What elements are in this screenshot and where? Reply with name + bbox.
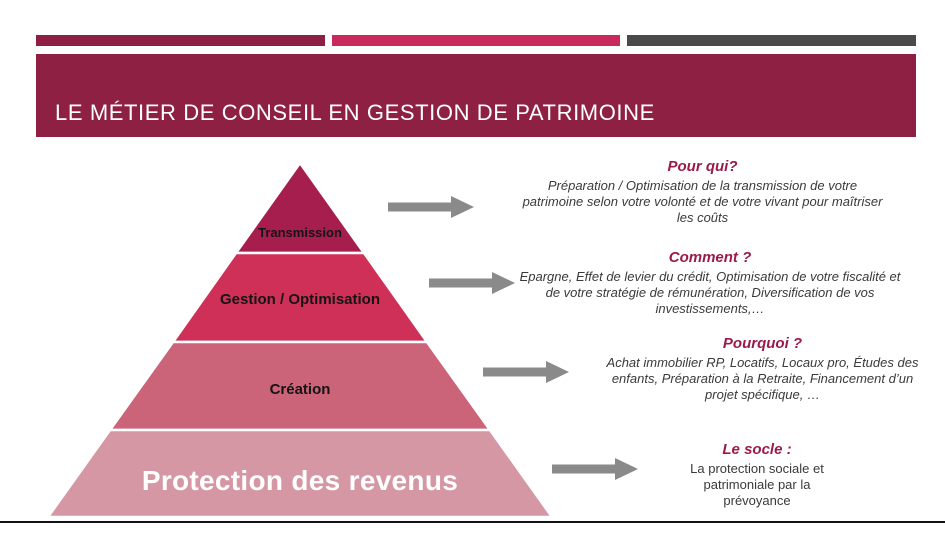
pyramid-label-creation: Création [269, 381, 331, 398]
annotation-line: investissements,… [655, 301, 765, 316]
annotation-body [607, 461, 907, 509]
annotation-line: projet spécifique, … [705, 387, 820, 402]
annotation-line: prévoyance [723, 493, 791, 508]
annotation-le-socle [607, 441, 907, 509]
annotation-body [540, 355, 945, 403]
annotation-pourquoi [540, 335, 945, 403]
pyramid-label-gestion-optimisation: Gestion / Optimisation [219, 291, 380, 308]
annotation-body [475, 178, 930, 226]
arrow-right-icon [388, 196, 474, 218]
pyramid-label-transmission: Transmission [258, 225, 342, 240]
annotation-line: patrimoniale par la [703, 477, 811, 492]
annotation-line: de votre stratégie de rémunération, Diversification de vos [545, 285, 875, 300]
annotation-heading: Comment ? [668, 249, 752, 266]
annotation-line: Achat immobilier RP, Locatifs, Locaux pro, Études des [606, 355, 919, 370]
slide-title: LE MÉTIER DE CONSEIL EN GESTION DE PATRIMOINE [55, 100, 655, 125]
annotation-line: patrimoine selon votre volonté et de votre vivant pour maîtriser [522, 194, 883, 209]
annotation-line: Préparation / Optimisation de la transmission de votre [547, 178, 858, 193]
annotation-line: enfants, Préparation à la Retraite, Financement d’un [611, 371, 914, 386]
pyramid-label-protection: Protection des revenus [141, 465, 459, 496]
annotation-pour-qui [475, 158, 930, 226]
arrow-shape [388, 196, 474, 218]
annotation-heading: Pour qui? [667, 158, 738, 175]
annotation-heading: Pourquoi ? [722, 335, 803, 352]
annotation-heading: Le socle : [722, 441, 792, 458]
bottom-divider [0, 521, 945, 523]
annotation-line: La protection sociale et [690, 461, 824, 476]
annotation-line: Epargne, Effet de levier du crédit, Optimisation de votre fiscalité et [519, 269, 901, 284]
annotation-line: les coûts [676, 210, 729, 225]
annotation-comment [480, 249, 940, 317]
annotation-body [480, 269, 940, 317]
